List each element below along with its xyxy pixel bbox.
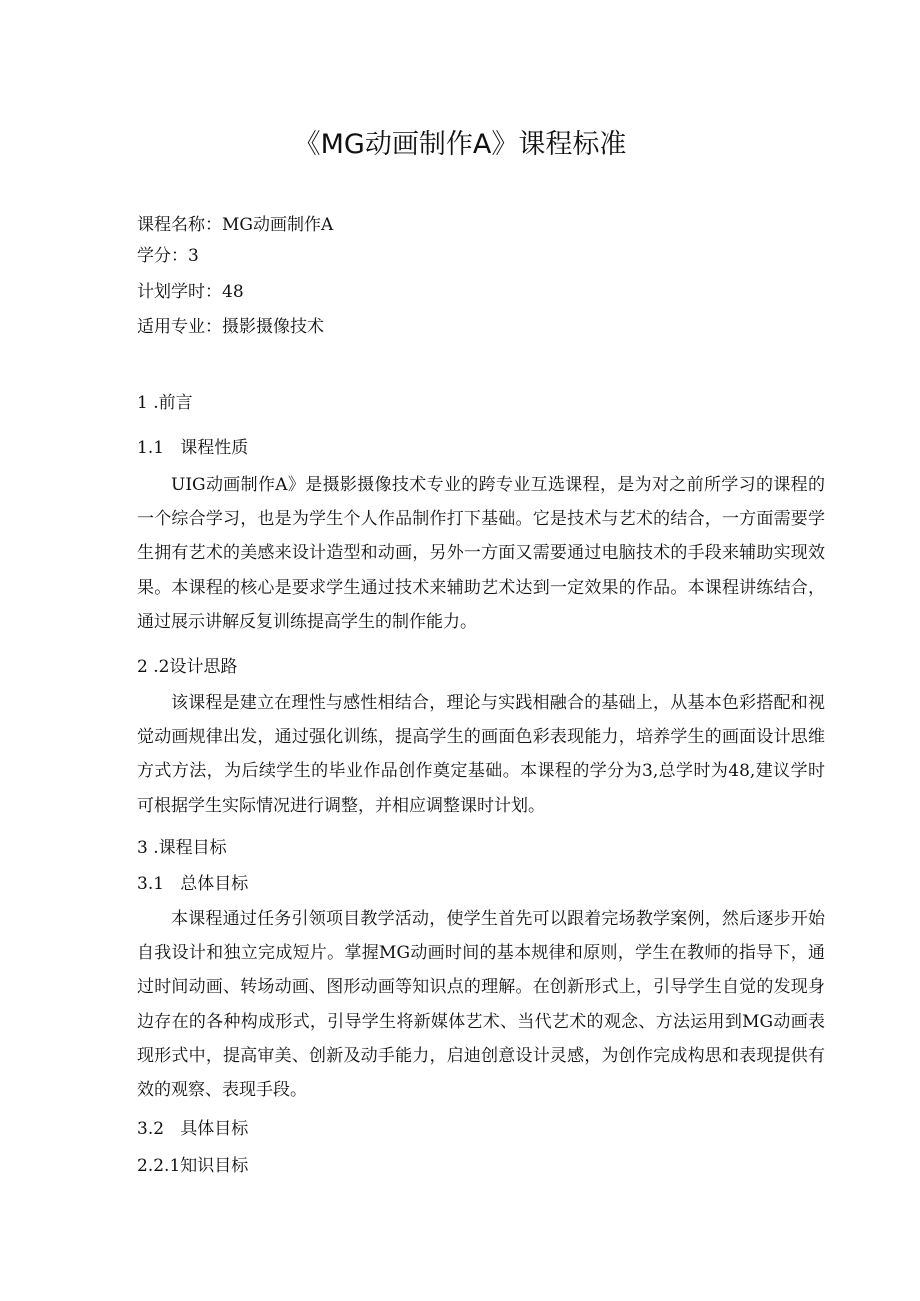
course-hours: 计划学时：48 (137, 282, 244, 302)
course-name: 课程名称：MG动画制作A (137, 215, 334, 235)
section-3-1-paragraph: 本课程通过任务引领项目教学活动，使学生首先可以跟着完场教学案例，然后逐步开始自我设计和独立完成短片。掌握MG动画时间的基本规律和原则，学生在教师的指导下，通过时间动画、转场动画、图形动画等知识点的理解。在创新形式上，引导学生自觉的发现身边存在的各种构成形式，引导学生将新媒体艺术、当代艺术的观念、方法运用到MG动画表现形式中，提高审美、创新及动手能力，启迪创意设计灵感，为创作完成构思和表现提供有效的观察、表现手段。 (137, 909, 825, 1101)
section-1-1-paragraph: UIG动画制作A》是摄影摄像技术专业的跨专业互选课程，是为对之前所学习的课程的一个综合学习，也是为学生个人作品制作打下基础。它是技术与艺术的结合，一方面需要学生拥有艺术的美感来设计造型和动画，另外一方面又需要通过电脑技术的手段来辅助实现效果。本课程的核心是要求学生通过技术来辅助艺术达到一定效果的作品。本课程讲练结合，通过展示讲解反复训练提高学生的制作能力。 (137, 475, 825, 632)
section-3-2-heading: 3.2 具体目标 (137, 1119, 249, 1139)
section-1-heading: 1 .前言 (137, 393, 193, 413)
course-major: 适用专业：摄影摄像技术 (137, 317, 324, 337)
section-2-heading: 2 .2设计思路 (137, 657, 238, 677)
document-title: 《MG动画制作A》课程标准 (293, 129, 627, 160)
section-1-1-heading: 1.1 课程性质 (137, 438, 249, 458)
section-3-heading: 3 .课程目标 (137, 838, 227, 858)
course-credits: 学分：3 (137, 246, 199, 266)
section-2-2-1-heading: 2.2.1知识目标 (137, 1156, 249, 1176)
section-2-paragraph: 该课程是建立在理性与感性相结合，理论与实践相融合的基础上，从基本色彩搭配和视觉动画规律出发，通过强化训练，提高学生的画面色彩表现能力，培养学生的画面设计思维方式方法，为后续学生的毕业作品创作奠定基础。本课程的学分为3,总学时为48,建议学时可根据学生实际情况进行调整，并相应调整课时计划。 (137, 693, 825, 816)
section-3-1-heading: 3.1 总体目标 (137, 874, 249, 894)
